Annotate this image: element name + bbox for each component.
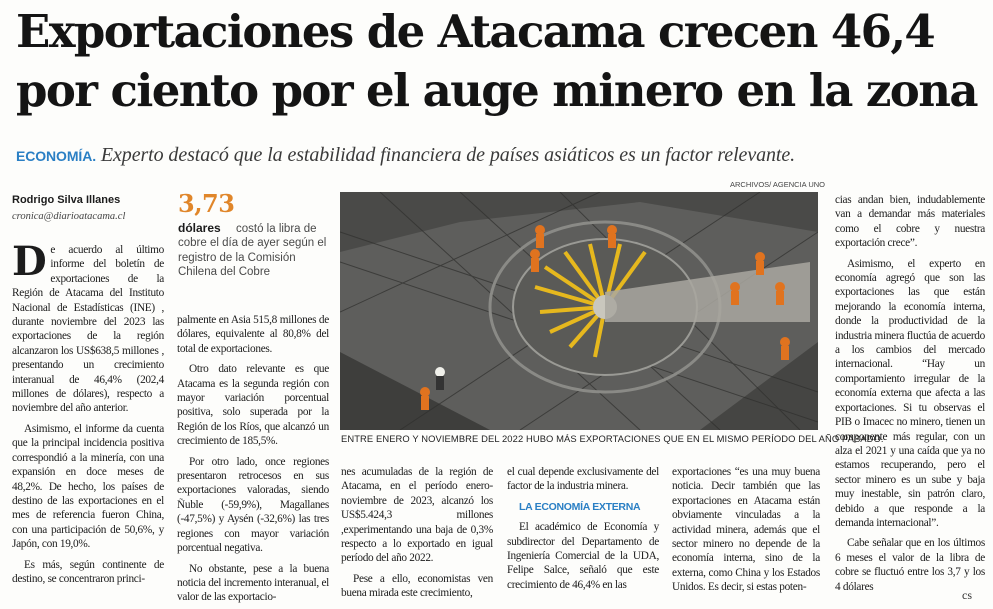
body-paragraph: Asimismo, el informe da cuenta que la principal incidencia positiva correspondió a la minería, con una expansión en doce meses de 48,2%. De hecho, los países de destino de las exportaciones en el mes de referencia fueron China, con una participación de 50,6%, y Japón, con 19,0%.	[12, 422, 164, 551]
body-paragraph: e acuerdo al último informe del boletín de exportaciones de la Región de Atacama del Instituto Nacional de Estadísticas (INE) , durante noviembre del 2023 las exportaciones de la región alcanzaron los US$638,5 millones , presentando un crecimiento interanual de 46,4% (202,4 millones de dólares), respecto a noviembre del año anterior.	[12, 244, 164, 415]
body-column-1	[12, 238, 164, 586]
section-tag: ECONOMÍA.	[16, 148, 96, 164]
body-column-6	[835, 193, 985, 594]
body-paragraph: cias andan bien, indudablemente van a demandar más materiales como el cobre y nuestra exportación crece”.	[835, 194, 985, 250]
byline-name: Rodrigo Silva Illanes	[12, 194, 121, 206]
stat-number: 3,73	[178, 189, 235, 218]
body-paragraph: Es más, según continente de destino, se concentraron princi-	[12, 558, 164, 585]
mine-photo-illustration	[340, 192, 818, 430]
deck	[16, 144, 986, 167]
end-mark: cs	[962, 588, 972, 602]
headline	[16, 2, 986, 120]
body-column-5	[672, 465, 820, 595]
drop-cap: D	[12, 238, 47, 285]
stat-unit: dólares	[178, 221, 221, 235]
stat-description: costó la libra de cobre el día de ayer según el registro de la Comisión Chilena del Cobre	[178, 223, 327, 278]
body-paragraph: Pese a ello, economistas ven buena mirada este crecimiento,	[341, 572, 493, 600]
photo-credit: ARCHIVOS/ AGENCIA UNO	[730, 180, 826, 189]
body-paragraph: exportaciones “es una muy buena noticia. Decir también que las exportaciones en Atacama están obviamente vinculadas a la actividad minera, además que el sector minero no depende de la economía interna, sino de la externa, como China y los Estados Unidos. Es decir, si estas poten-	[672, 466, 820, 594]
body-paragraph: nes acumuladas de la región de Atacama, en el período enero-noviembre de 2023, alcanzó los US$5.424,3 millones ,experimentando una baja de 0,3% respecto a lo exportado en igual período del año 2022.	[341, 466, 493, 565]
photo-caption: ENTRE ENERO Y NOVIEMBRE DEL 2022 HUBO MÁS EXPORTACIONES QUE EN EL MISMO PERÍODO DEL AÑO PASADO.	[341, 433, 884, 444]
deck-text: Experto destacó que la estabilidad financiera de países asiáticos es un factor relevante.	[100, 144, 796, 166]
body-column-4	[507, 465, 659, 592]
body-paragraph: palmente en Asia 515,8 millones de dólares, equivalente al 80,8% del total de exportaciones.	[177, 314, 329, 355]
body-paragraph: el cual depende exclusivamente del factor de la industria minera.	[507, 466, 659, 493]
body-column-2	[177, 313, 329, 605]
body-paragraph: No obstante, pese a la buena noticia del incremento interanual, el valor de las exportacio-	[177, 562, 329, 604]
mine-photo	[340, 192, 818, 430]
byline-email: cronica@diarioatacama.cl	[12, 211, 126, 222]
body-paragraph: Otro dato relevante es que Atacama es la segunda región con mayor variación porcentual positiva, solo superada por la Región de los Ríos, que alcanzó un crecimiento de 185,5%.	[177, 363, 329, 448]
subheading: LA ECONOMÍA EXTERNA	[519, 500, 641, 513]
body-paragraph: Asimismo, el experto en economía agregó que son las exportaciones las que están mejorando la economía interna, donde la productividad de la industria minera fluctúa de acuerdo a los cambios del mercado internacional. “Hay un comportamiento irregular de la economía externa que afecta a las exportaciones. Si tu observas el PIB o Imacec no minero, tienen un componente más regular, con un alza el 2021 y una caída que ya no estamos recuperando, pero el sector minero es un sube y baja muy inestable, sin patrón claro, debido a que responde a la demanda internacional”.	[835, 257, 985, 529]
body-paragraph: Por otro lado, once regiones presentaron retrocesos en sus exportaciones valoradas, siendo Ñuble (-59,9%), Magallanes (-47,5%) y Aysén (-32,6%) las tres regiones con mayor variación porcentual negativa.	[177, 455, 329, 555]
body-paragraph: Cabe señalar que en los últimos 6 meses el valor de la libra de cobre se fluctuó entre los 3,7 y los 4 dólares	[835, 537, 985, 593]
body-column-3	[341, 465, 493, 601]
body-paragraph: El académico de Economía y subdirector del Departamento de Ingeniería Comercial de la UDA, Felipe Salce, señaló que este crecimiento de 46,4% en las	[507, 521, 659, 591]
headline-line-2: por ciento por el auge minero en la zona	[16, 64, 977, 117]
headline-line-1: Exportaciones de Atacama crecen 46,4	[16, 5, 935, 58]
